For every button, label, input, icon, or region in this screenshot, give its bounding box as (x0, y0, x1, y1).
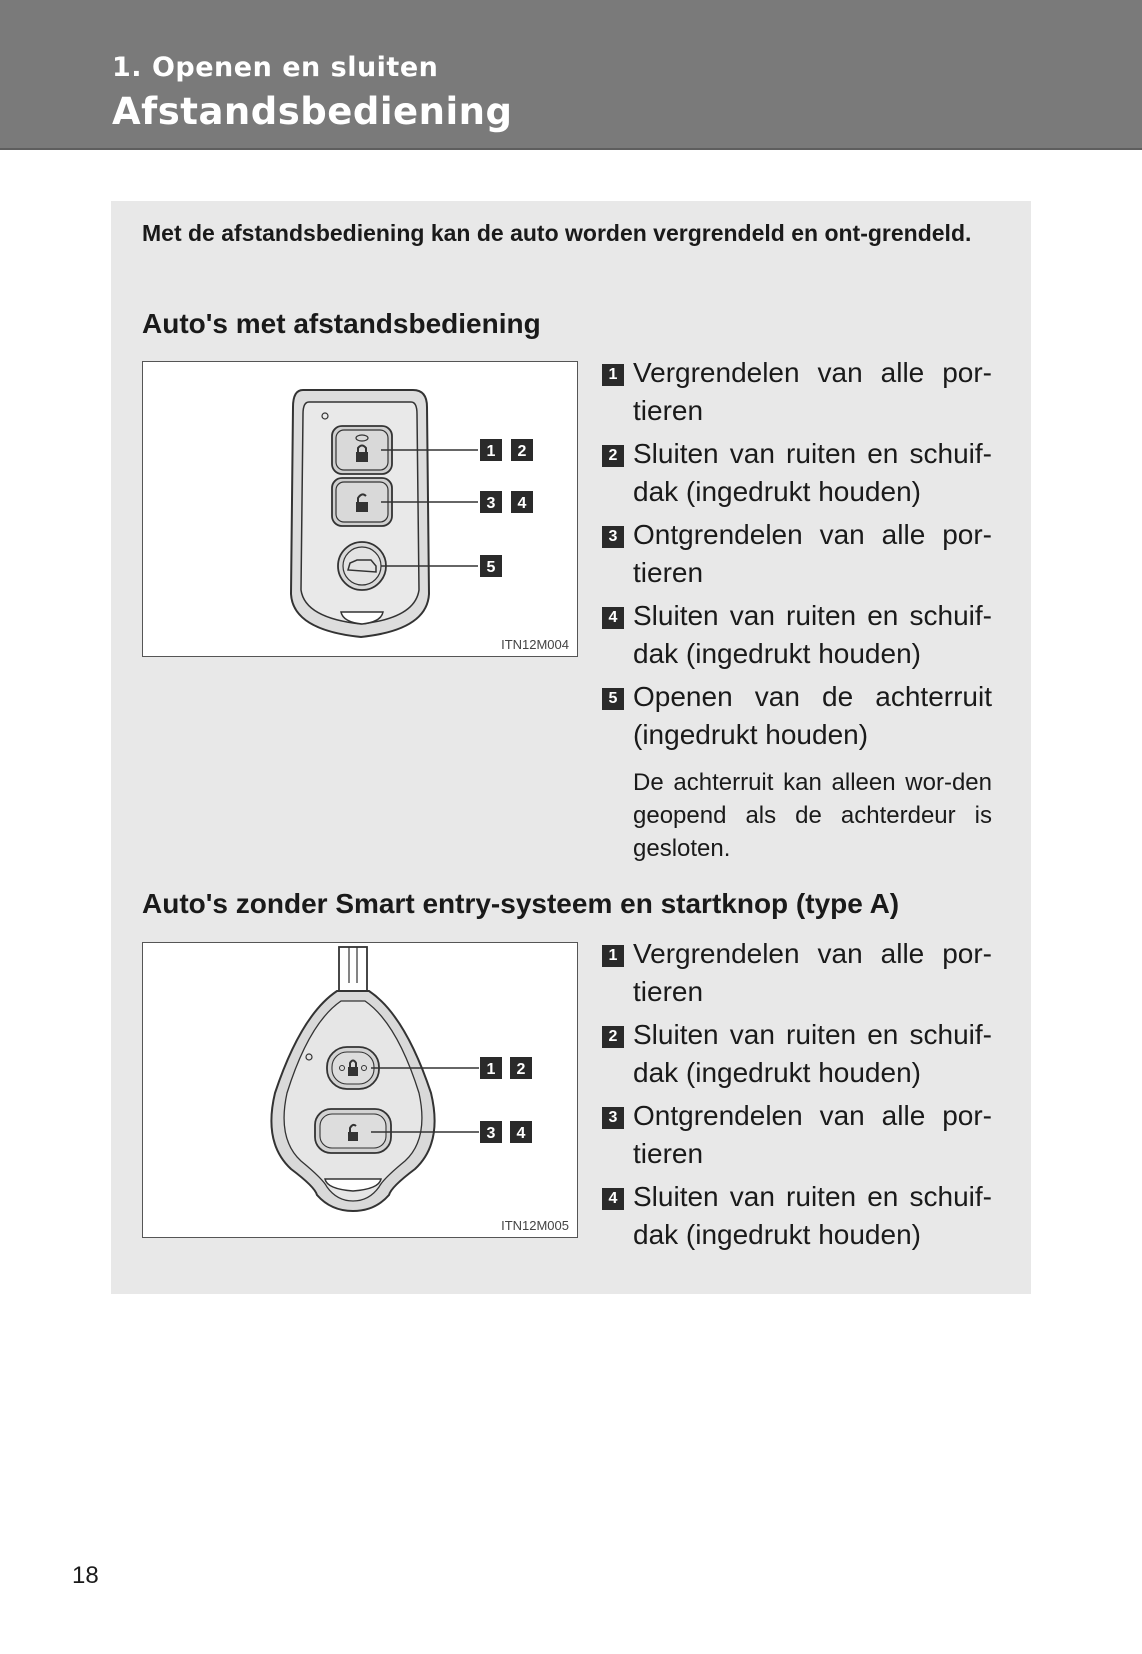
item-text: Openen van de achterruit (ingedrukt houden) (633, 681, 992, 750)
key-type-a-illustration (143, 943, 579, 1239)
list-item (602, 1178, 992, 1254)
item-text: Sluiten van ruiten en schuif-dak (ingedrukt houden) (633, 600, 992, 669)
list-item (602, 935, 992, 1011)
page-title: Afstandsbediening (112, 90, 513, 133)
callout-1 (480, 439, 502, 461)
note-text: De achterruit kan alleen wor-den geopend als de achterdeur is gesloten. (633, 769, 992, 862)
callout-5 (480, 555, 502, 577)
item-number: 4 (602, 607, 624, 629)
svg-text:5: 5 (486, 559, 496, 576)
list-item (602, 516, 992, 592)
item-text: Ontgrendelen van alle por-tieren (633, 1100, 992, 1169)
callout-2 (511, 439, 533, 461)
key-type-a-functions-list (602, 935, 992, 1259)
item-text: Vergrendelen van alle por-tieren (633, 938, 992, 1007)
list-item (602, 597, 992, 673)
item-number: 5 (602, 688, 624, 710)
callout-4 (511, 491, 533, 513)
figure-code: ITN12M004 (501, 637, 569, 652)
list-item (602, 678, 992, 754)
figure-code: ITN12M005 (501, 1218, 569, 1233)
item-number: 3 (602, 526, 624, 548)
item-number: 3 (602, 1107, 624, 1129)
item-text: Ontgrendelen van alle por-tieren (633, 519, 992, 588)
svg-text:3: 3 (486, 495, 496, 512)
key-type-a-figure (142, 942, 578, 1238)
svg-text:4: 4 (516, 1125, 526, 1142)
item-text: Vergrendelen van alle por-tieren (633, 357, 992, 426)
section-heading-type-a: Auto's zonder Smart entry-systeem en startknop (type A) (142, 888, 900, 919)
item-number: 2 (602, 445, 624, 467)
list-item (602, 1097, 992, 1173)
item-number: 1 (602, 364, 624, 386)
list-item (602, 1016, 992, 1092)
list-item (602, 435, 992, 511)
item-number: 2 (602, 1026, 624, 1048)
callout-4 (510, 1121, 532, 1143)
svg-text:1: 1 (486, 1061, 496, 1078)
item-number: 4 (602, 1188, 624, 1210)
page-number: 18 (72, 1562, 99, 1589)
callout-3 (480, 1121, 502, 1143)
chapter-section: 1. Openen en sluiten (112, 52, 439, 83)
svg-text:1: 1 (486, 443, 496, 460)
item-text: Sluiten van ruiten en schuif-dak (ingedrukt houden) (633, 1181, 992, 1250)
remote-functions-list (602, 354, 992, 865)
svg-text:4: 4 (517, 495, 527, 512)
list-item (602, 354, 992, 430)
item-text: Sluiten van ruiten en schuif-dak (ingedrukt houden) (633, 1019, 992, 1088)
svg-text:2: 2 (516, 1061, 526, 1078)
chapter-header (0, 0, 1142, 150)
intro-text: Met de afstandsbediening kan de auto worden vergrendeld en ont-grendeld. (142, 220, 972, 246)
remote-key-illustration (143, 362, 579, 658)
item-text: Sluiten van ruiten en schuif-dak (ingedrukt houden) (633, 438, 992, 507)
item-number: 1 (602, 945, 624, 967)
section-heading-remote: Auto's met afstandsbediening (142, 308, 541, 339)
callout-1 (480, 1057, 502, 1079)
svg-text:3: 3 (486, 1125, 496, 1142)
callout-3 (480, 491, 502, 513)
svg-text:2: 2 (517, 443, 527, 460)
callout-2 (510, 1057, 532, 1079)
remote-key-figure (142, 361, 578, 657)
